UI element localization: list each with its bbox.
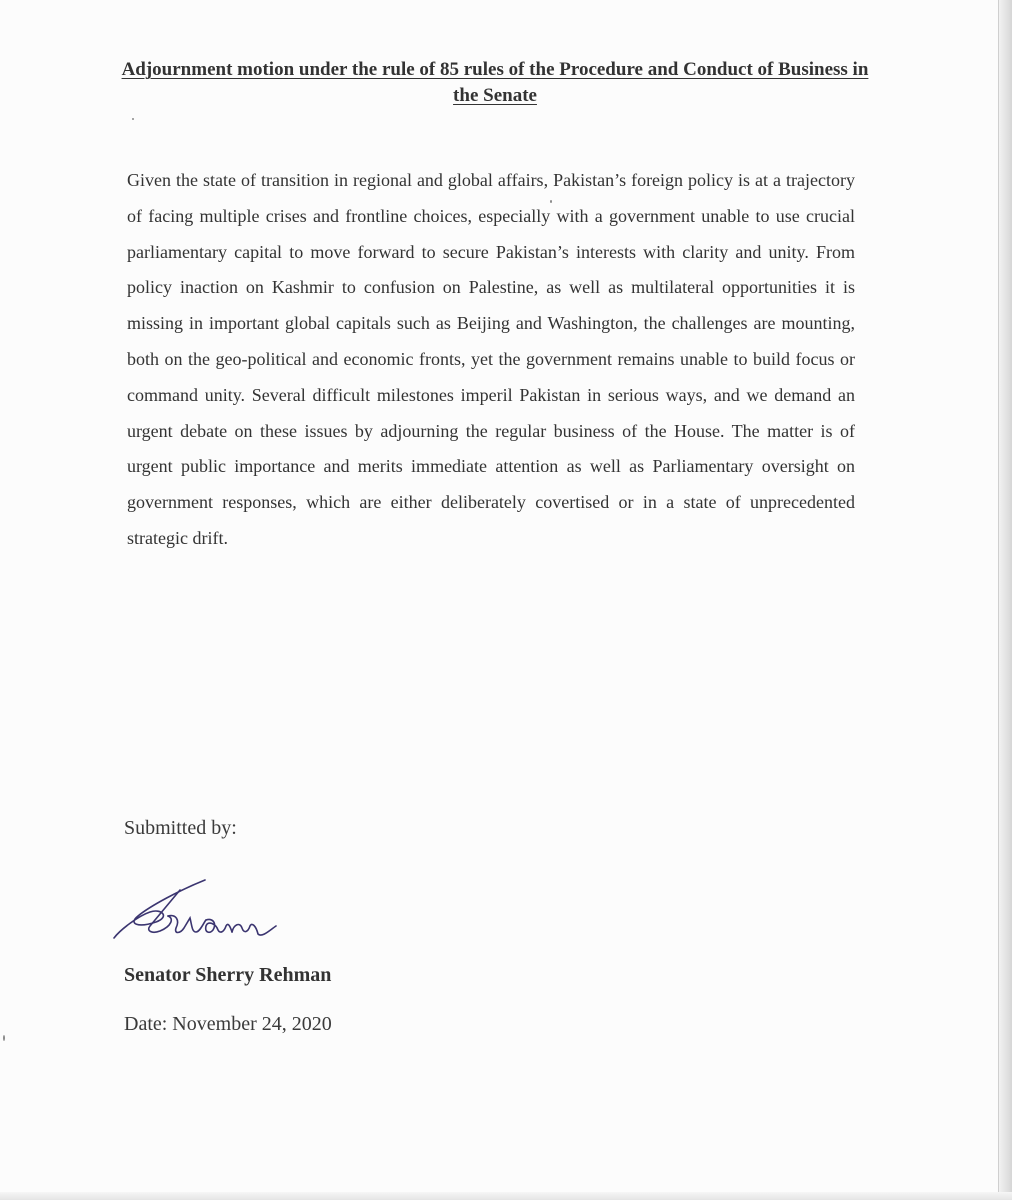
page-bottom-edge	[0, 1192, 1012, 1200]
paper-speck	[132, 118, 134, 120]
page-edge-shadow	[998, 0, 1012, 1200]
document-title: Adjournment motion under the rule of 85 rules of the Procedure and Conduct of Business in the Senate	[121, 59, 869, 106]
submission-date: Date: November 24, 2020	[124, 1013, 332, 1035]
paper-speck	[3, 1035, 5, 1041]
page-edge-line	[998, 0, 999, 1200]
submitted-by-label: Submitted by:	[124, 817, 237, 839]
signature-icon	[110, 868, 310, 948]
motion-body: Given the state of transition in regional and global affairs, Pakistan’s foreign policy is at a trajectory of facing multiple crises and frontline choices, especially with a government unable to use crucial parliamentary capital to move forward to secure Pakistan’s interests with clarity and unity. From policy inaction on Kashmir to confusion on Palestine, as well as multilateral opportunities it is missing in important global capitals such as Beijing and Washington, the challenges are mounting, both on the geo-political and economic fronts, yet the government remains unable to build focus or command unity. Several difficult milestones imperil Pakistan in serious ways, and we demand an urgent debate on these issues by adjourning the regular business of the House. The matter is of urgent public importance and merits immediate attention as well as Parliamentary oversight on government responses, which are either deliberately covertised or in a state of unprecedented strategic drift.	[127, 170, 855, 548]
signer-name: Senator Sherry Rehman	[124, 964, 332, 986]
